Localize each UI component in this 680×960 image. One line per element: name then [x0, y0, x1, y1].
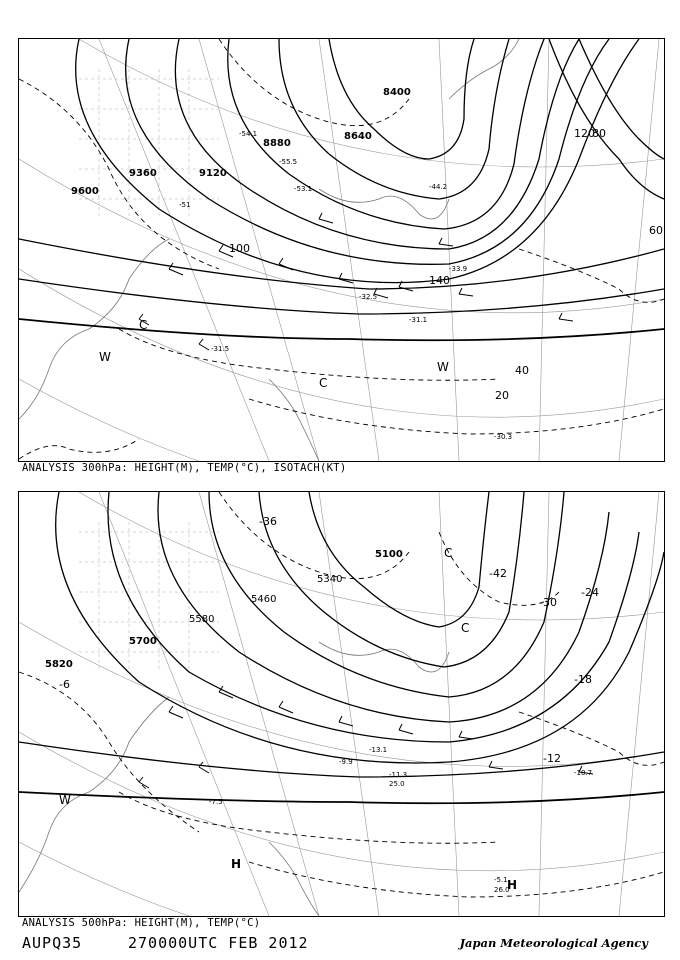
- temp-label: -44.2: [429, 183, 448, 191]
- station-label: -9.9: [339, 758, 353, 766]
- temp-label: -30: [539, 596, 557, 609]
- graticule: [19, 492, 664, 916]
- temp-label: -32.5: [359, 293, 378, 301]
- height-label: 9120: [199, 168, 227, 179]
- temp-label: -42: [489, 567, 507, 580]
- cold-center-label: C: [444, 546, 453, 560]
- isotach-label: 40: [515, 364, 529, 377]
- high-center-label: H: [231, 857, 242, 871]
- height-label: 5820: [45, 659, 73, 670]
- analysis-grid: [79, 69, 219, 219]
- cold-center-label: C: [461, 621, 470, 635]
- station-label: -13.1: [369, 746, 388, 754]
- temp-label: -18: [574, 673, 592, 686]
- temp-label: -33.9: [449, 265, 468, 273]
- temp-label: -24: [581, 586, 599, 599]
- graticule: [19, 39, 664, 461]
- map-300hpa: [18, 38, 665, 462]
- valid-time: 270000UTC FEB 2012: [128, 934, 309, 952]
- warm-center-label: W: [99, 350, 111, 364]
- temp-label: -36: [259, 515, 277, 528]
- height-labels: [71, 87, 411, 197]
- station-label: 26.0: [494, 886, 510, 894]
- height-label: 5580: [189, 614, 215, 625]
- station-label: -10.7: [574, 769, 593, 777]
- temperature-contours: [19, 39, 664, 459]
- wind-barbs: [139, 213, 573, 350]
- isotach-label: 140: [429, 274, 450, 287]
- isotach-label: 20: [495, 389, 509, 402]
- height-label: 5100: [375, 549, 403, 560]
- station-label: -7.5: [209, 798, 223, 806]
- height-label: 5340: [317, 574, 343, 585]
- height-label: 9360: [129, 168, 157, 179]
- isotach-label: 120: [574, 127, 595, 140]
- analysis-grid: [79, 522, 219, 672]
- isotach-label: 60: [649, 224, 663, 237]
- station-label: 25.0: [389, 780, 405, 788]
- station-label: -11.3: [389, 771, 408, 779]
- high-center-label: H: [507, 878, 518, 892]
- height-label: 8880: [263, 138, 291, 149]
- height-contours: [19, 39, 664, 340]
- temp-label: -30.3: [494, 433, 513, 441]
- station-labels: [209, 746, 592, 894]
- height-label: 8400: [383, 87, 411, 98]
- height-label: 5700: [129, 636, 157, 647]
- caption-500hpa: ANALYSIS 500hPa: HEIGHT(M), TEMP(°C): [22, 917, 261, 929]
- chart-id: AUPQ35: [22, 934, 83, 952]
- center-labels: [59, 546, 517, 892]
- temp-label: -54.1: [239, 130, 258, 138]
- height-contours: [19, 492, 664, 803]
- height-label: 9600: [71, 186, 99, 197]
- map-500hpa: [18, 491, 665, 917]
- isotach-label: 100: [229, 242, 250, 255]
- coastline: [19, 39, 519, 461]
- temp-label: -6: [59, 678, 70, 691]
- wind-barbs: [139, 686, 593, 788]
- temp-label: -51: [179, 201, 191, 209]
- temp-label: -12: [543, 752, 561, 765]
- map-500hpa-svg: [19, 492, 664, 916]
- temp-label: -53.1: [294, 185, 313, 193]
- temp-label: -31.5: [211, 345, 230, 353]
- isotach-label: 80: [592, 127, 606, 140]
- cold-center-label: C: [139, 318, 148, 332]
- temp-label: -31.1: [409, 316, 428, 324]
- caption-300hpa: ANALYSIS 300hPa: HEIGHT(M), TEMP(°C), ISOTACH(KT): [22, 462, 347, 474]
- cold-center-label: C: [319, 376, 328, 390]
- map-300hpa-svg: [19, 39, 664, 461]
- height-label: 8640: [344, 131, 372, 142]
- agency-name: Japan Meteorological Agency: [459, 936, 648, 950]
- station-label: -5.1: [494, 876, 508, 884]
- warm-center-label: W: [437, 360, 449, 374]
- height-label: 5460: [251, 594, 277, 605]
- warm-center-label: W: [59, 793, 71, 807]
- temp-label: -55.5: [279, 158, 298, 166]
- center-labels: [99, 318, 449, 390]
